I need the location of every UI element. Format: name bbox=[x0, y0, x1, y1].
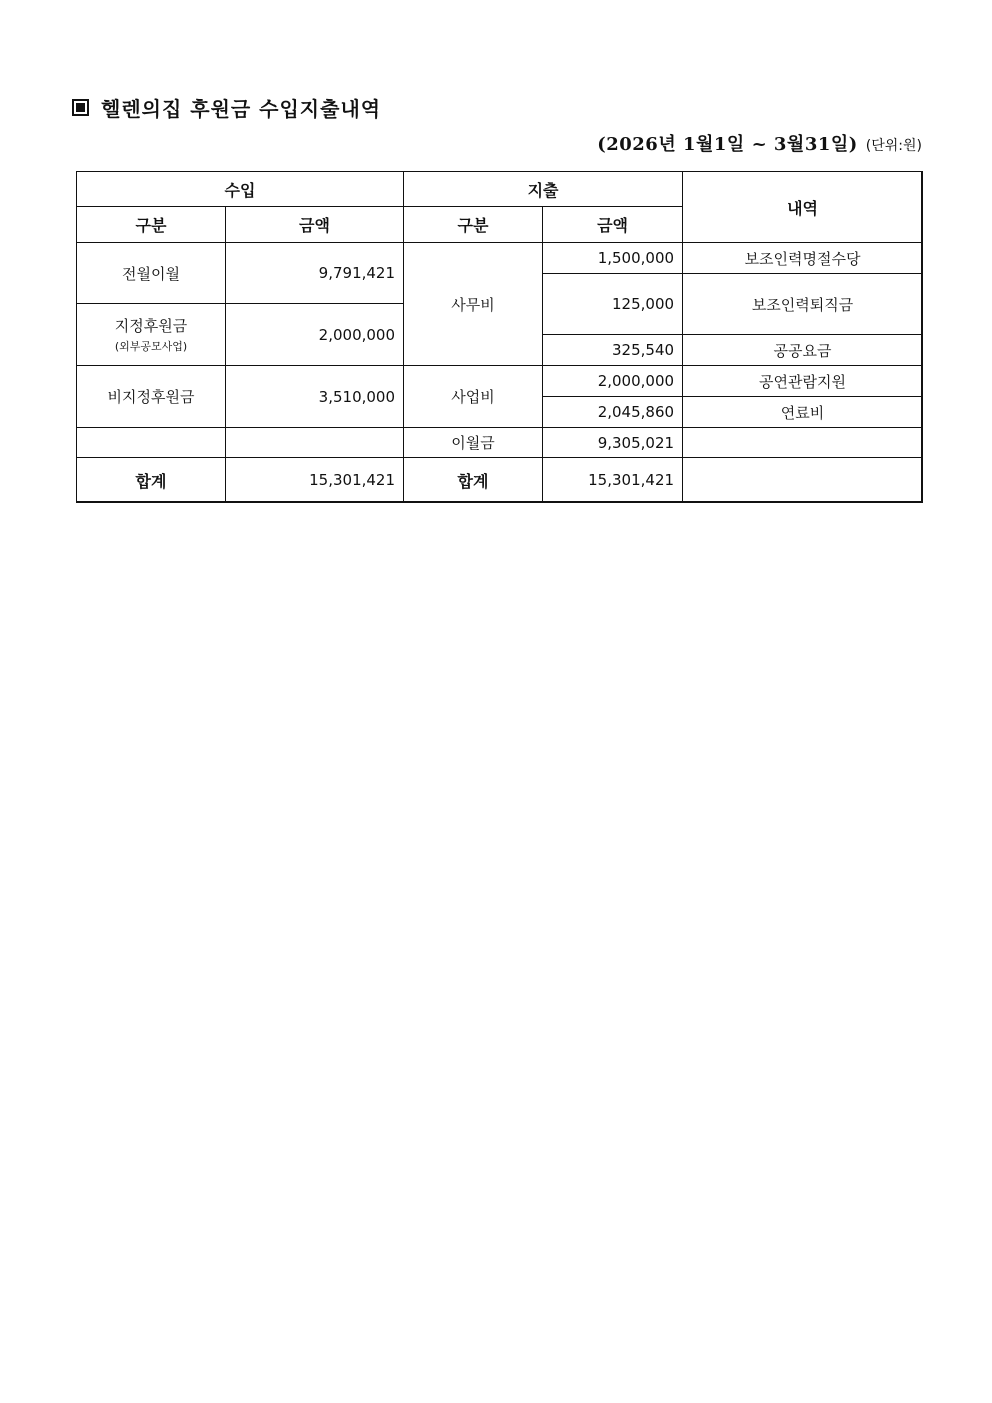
income-header: 수입 bbox=[77, 172, 404, 207]
detail-cell: 보조인력퇴직금 bbox=[683, 274, 923, 335]
expense-amount-cell: 1,500,000 bbox=[543, 243, 683, 274]
title-text: 헬렌의집 후원금 수입지출내역 bbox=[101, 96, 382, 121]
detail-cell: 공연관람지원 bbox=[683, 366, 923, 397]
total-row bbox=[77, 458, 923, 503]
income-amount-cell: 9,791,421 bbox=[226, 243, 404, 304]
expense-category-cell: 사업비 bbox=[404, 366, 543, 428]
page-title bbox=[72, 92, 381, 122]
expense-amount-header: 금액 bbox=[543, 207, 683, 243]
detail-header: 내역 bbox=[683, 172, 923, 243]
detail-cell: 보조인력명절수당 bbox=[683, 243, 923, 274]
expense-amount-cell: 125,000 bbox=[543, 274, 683, 335]
table-row bbox=[77, 428, 923, 458]
income-total-amount: 15,301,421 bbox=[226, 458, 404, 503]
expense-total-amount: 15,301,421 bbox=[543, 458, 683, 503]
income-category-cell bbox=[77, 304, 226, 366]
expense-amount-cell: 9,305,021 bbox=[543, 428, 683, 458]
income-category-cell: 전월이월 bbox=[77, 243, 226, 304]
expense-total-label: 합계 bbox=[404, 458, 543, 503]
expense-header: 지출 bbox=[404, 172, 683, 207]
income-total-label: 합계 bbox=[77, 458, 226, 503]
income-amount-header: 금액 bbox=[226, 207, 404, 243]
expense-category-cell: 사무비 bbox=[404, 243, 543, 366]
table-row bbox=[77, 366, 923, 397]
empty-cell bbox=[77, 428, 226, 458]
period-range: (2026년 1월1일 ~ 3월31일) bbox=[597, 134, 858, 155]
detail-cell: 공공요금 bbox=[683, 335, 923, 366]
empty-cell bbox=[683, 428, 923, 458]
income-category-header: 구분 bbox=[77, 207, 226, 243]
header-row-1 bbox=[77, 172, 923, 207]
expense-amount-cell: 325,540 bbox=[543, 335, 683, 366]
income-category-sublabel: (외부공모사업) bbox=[114, 340, 188, 353]
square-bullet-icon bbox=[72, 99, 89, 116]
empty-cell bbox=[226, 428, 404, 458]
income-amount-cell: 2,000,000 bbox=[226, 304, 404, 366]
ledger-table bbox=[76, 171, 923, 503]
expense-amount-cell: 2,045,860 bbox=[543, 397, 683, 428]
table-row bbox=[77, 243, 923, 274]
expense-category-header: 구분 bbox=[404, 207, 543, 243]
unit-label: (단위:원) bbox=[865, 138, 922, 154]
expense-category-cell: 이월금 bbox=[404, 428, 543, 458]
detail-cell: 연료비 bbox=[683, 397, 923, 428]
income-category-cell: 비지정후원금 bbox=[77, 366, 226, 428]
income-amount-cell: 3,510,000 bbox=[226, 366, 404, 428]
income-category-label: 지정후원금 bbox=[114, 317, 188, 335]
empty-cell bbox=[683, 458, 923, 503]
expense-amount-cell: 2,000,000 bbox=[543, 366, 683, 397]
period-line bbox=[597, 130, 922, 158]
